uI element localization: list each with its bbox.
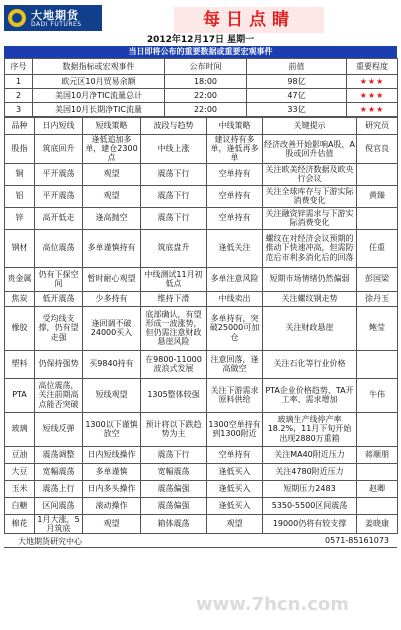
strategy-row <box>5 135 398 164</box>
medium-term-strategy: 逢低买入 <box>207 463 263 480</box>
analyst-name: 彭国梁 <box>357 267 398 291</box>
swing-trend: 中线上涨 <box>141 135 207 164</box>
key-tip: 19000仍将有较支撑 <box>263 514 357 533</box>
key-tip: 短期压力2483 <box>263 480 357 497</box>
short-term-strategy: 滚动操作 <box>83 497 141 514</box>
medium-term-strategy: 逢低关注 <box>207 229 263 267</box>
analyst-name <box>357 497 398 514</box>
strategy-header-cell: 品种 <box>5 118 35 135</box>
strategy-header-cell: 研究员 <box>357 118 398 135</box>
footer-phone: 0571-85161073 <box>325 535 389 545</box>
medium-term-strategy: 空单持有 <box>207 163 263 185</box>
event-number: 1 <box>5 75 33 89</box>
strategy-row <box>5 163 398 185</box>
intraday-view: 仍有下探空间 <box>35 267 83 291</box>
medium-term-strategy: 建议持有多单，逢低再多单 <box>207 135 263 164</box>
key-tip: 关注融资锌需求与下游实际消费变化 <box>263 207 357 229</box>
medium-term-strategy: 逢低买入 <box>207 480 263 497</box>
event-number: 3 <box>5 103 33 117</box>
strategy-row <box>5 185 398 207</box>
strategy-header-cell: 波段与趋势 <box>141 118 207 135</box>
strategy-header-row <box>5 118 398 135</box>
swing-trend: 预计将以下跌趋势为主 <box>141 412 207 446</box>
variety-name: PTA <box>5 378 35 412</box>
variety-name: 钢材 <box>5 229 35 267</box>
short-term-strategy: 观望 <box>83 163 141 185</box>
analyst-name <box>357 412 398 446</box>
analyst-name: 任重 <box>357 229 398 267</box>
intraday-view: 筑底回升 <box>35 135 83 164</box>
analyst-name <box>357 350 398 378</box>
events-header-cell: 数据指标或宏观事件 <box>33 59 165 75</box>
event-time: 18:00 <box>165 75 247 89</box>
swing-trend: 在9800-11000波浪式发展 <box>141 350 207 378</box>
logo-name: 大地期货 <box>31 9 79 22</box>
short-term-strategy: 逢低追加多单，建仓2300点 <box>83 135 141 164</box>
strategy-row <box>5 446 398 463</box>
event-name: 美国10月净TIC流量总计 <box>33 89 165 103</box>
strategy-row <box>5 497 398 514</box>
variety-name: 锌 <box>5 207 35 229</box>
intraday-view: 区间震荡 <box>35 497 83 514</box>
swing-trend: 筑底盘升 <box>141 229 207 267</box>
analyst-name <box>357 163 398 185</box>
importance-stars: ★★★ <box>347 89 398 103</box>
strategy-header-cell: 短线策略 <box>83 118 141 135</box>
strategy-row <box>5 514 398 533</box>
events-table <box>4 58 398 117</box>
strategy-row <box>5 412 398 446</box>
short-term-strategy: 暂时耐心观望 <box>83 267 141 291</box>
key-tip: PTA企业价格趋势、TA开工率、需求增加 <box>263 378 357 412</box>
medium-term-strategy: 中线卖出 <box>207 291 263 306</box>
logo-mark-icon <box>8 9 26 27</box>
variety-name: 股指 <box>5 135 35 164</box>
strategy-header-cell: 日内短线 <box>35 118 83 135</box>
key-tip: 关注欧美经济数据及欧央行会议 <box>263 163 357 185</box>
medium-term-strategy: 多单持有，突破25000可加仓 <box>207 306 263 350</box>
key-tip: 5350-5500区间震荡 <box>263 497 357 514</box>
strategy-header-cell: 中线策略 <box>207 118 263 135</box>
swing-trend: 箱体震荡 <box>141 514 207 533</box>
key-tip: 关注全球库存与下游实际消费变化 <box>263 185 357 207</box>
swing-trend: 中线测试11月初低点 <box>141 267 207 291</box>
report-header <box>4 4 397 34</box>
short-term-strategy: 短线观望 <box>83 378 141 412</box>
strategy-row <box>5 207 398 229</box>
intraday-view: 震荡调整 <box>35 446 83 463</box>
medium-term-strategy: 空单持有 <box>207 207 263 229</box>
event-name: 欧元区10月贸易余额 <box>33 75 165 89</box>
report-title: 每日点睛 <box>174 7 324 33</box>
swing-trend: 维持下滑 <box>141 291 207 306</box>
event-number: 2 <box>5 89 33 103</box>
intraday-view: 短线反弹 <box>35 412 83 446</box>
event-row <box>5 103 398 117</box>
strategy-row <box>5 480 398 497</box>
variety-name: 白糖 <box>5 497 35 514</box>
short-term-strategy: 1300以下谨慎放空 <box>83 412 141 446</box>
swing-trend: 震荡偏强 <box>141 497 207 514</box>
variety-name: 橡胶 <box>5 306 35 350</box>
analyst-name: 姜晓康 <box>357 514 398 533</box>
short-term-strategy: 买9840持有 <box>83 350 141 378</box>
short-term-strategy: 日内短线操作 <box>83 446 141 463</box>
key-tip: 经济改善开始影响A股，A股或回升估值 <box>263 135 357 164</box>
key-tip: 关注螺纹钢走势 <box>263 291 357 306</box>
strategy-row <box>5 378 398 412</box>
variety-name: 玉米 <box>5 480 35 497</box>
strategy-row <box>5 267 398 291</box>
importance-stars: ★★★ <box>347 103 398 117</box>
intraday-view: 仍保持强势 <box>35 350 83 378</box>
event-previous-value: 47亿 <box>247 89 347 103</box>
intraday-view: 低开震荡 <box>35 291 83 306</box>
key-tip: 短期市场情绪仍然偏弱 <box>263 267 357 291</box>
swing-trend: 震荡偏强 <box>141 480 207 497</box>
events-header-cell: 前值 <box>247 59 347 75</box>
medium-term-strategy: 多单注意风险 <box>207 267 263 291</box>
event-row <box>5 75 398 89</box>
event-time: 22:00 <box>165 89 247 103</box>
event-previous-value: 98亿 <box>247 75 347 89</box>
variety-name: 铝 <box>5 185 35 207</box>
medium-term-strategy: 空单持有 <box>207 446 263 463</box>
analyst-name: 徐丹玉 <box>357 291 398 306</box>
swing-trend: 宽幅震荡 <box>141 463 207 480</box>
medium-term-strategy: 观望 <box>207 514 263 533</box>
event-name: 美国10月长期净TIC流量 <box>33 103 165 117</box>
logo-english-name: DADI FUTURES <box>31 21 82 28</box>
intraday-view: 平开震荡 <box>35 163 83 185</box>
intraday-view: 高开低走 <box>35 207 83 229</box>
key-tip: 关注4780附近压力 <box>263 463 357 480</box>
variety-name: 贵金属 <box>5 267 35 291</box>
analyst-name: 赵卿 <box>357 480 398 497</box>
intraday-view: 平开震荡 <box>35 185 83 207</box>
strategy-row <box>5 306 398 350</box>
medium-term-strategy: 注意回落，逢高做空 <box>207 350 263 378</box>
variety-name: 焦炭 <box>5 291 35 306</box>
variety-name: 豆油 <box>5 446 35 463</box>
analyst-name: 牛伟 <box>357 378 398 412</box>
short-term-strategy: 观望 <box>83 185 141 207</box>
key-tip: 关注财政悬崖 <box>263 306 357 350</box>
swing-trend: 震荡下行 <box>141 163 207 185</box>
short-term-strategy: 多单谨慎 <box>83 463 141 480</box>
intraday-view: 1月大涨，5月筑底 <box>35 514 83 533</box>
events-header-cell: 重要程度 <box>347 59 398 75</box>
intraday-view: 宽幅震荡 <box>35 463 83 480</box>
key-tip: 螺纹在对经济会议预期的推动下快速冲高，但需防范后市利多消化后的回落 <box>263 229 357 267</box>
strategy-row <box>5 463 398 480</box>
variety-name: 棉花 <box>5 514 35 533</box>
swing-trend: 1305整体较强 <box>141 378 207 412</box>
strategy-table <box>4 117 398 534</box>
variety-name: 大豆 <box>5 463 35 480</box>
intraday-view: 震荡上行 <box>35 480 83 497</box>
key-tip: 玻璃生产线停产率18.2%，11月下旬开始出现2880万重箱 <box>263 412 357 446</box>
medium-term-strategy: 关注下游需求原料供给 <box>207 378 263 412</box>
events-banner: 当日即将公布的重要数据或重要宏观事件 <box>4 46 397 58</box>
events-header-row <box>5 59 398 75</box>
daily-report-sheet <box>4 4 397 548</box>
report-date: 2012年12月17日 星期一 <box>146 35 255 45</box>
strategy-header-cell: 关键提示 <box>263 118 357 135</box>
strategy-row <box>5 291 398 306</box>
swing-trend: 震荡下行 <box>141 207 207 229</box>
variety-name: 铜 <box>5 163 35 185</box>
analyst-name <box>357 207 398 229</box>
company-logo <box>4 5 102 31</box>
analyst-name: 倪官良 <box>357 135 398 164</box>
short-term-strategy: 逢回调不破24000买入 <box>83 306 141 350</box>
report-footer <box>4 534 397 548</box>
events-header-cell: 序号 <box>5 59 33 75</box>
medium-term-strategy: 空单持有 <box>207 185 263 207</box>
strategy-row <box>5 350 398 378</box>
swing-trend: 震荡下行 <box>141 446 207 463</box>
variety-name: 塑料 <box>5 350 35 378</box>
swing-trend: 震荡下行 <box>141 185 207 207</box>
short-term-strategy: 多单谨慎持有 <box>83 229 141 267</box>
variety-name: 玻璃 <box>5 412 35 446</box>
analyst-name: 黄臻 <box>357 185 398 207</box>
short-term-strategy: 观望 <box>83 514 141 533</box>
event-time: 22:00 <box>165 103 247 117</box>
key-tip: 关注MA40附近压力 <box>263 446 357 463</box>
intraday-view: 高位震荡，关注前期高点能否突破 <box>35 378 83 412</box>
events-header-cell: 公布时间 <box>165 59 247 75</box>
strategy-row <box>5 229 398 267</box>
key-tip: 关注石化等行业价格 <box>263 350 357 378</box>
analyst-name: 蒋顺朋 <box>357 446 398 463</box>
event-row <box>5 89 398 103</box>
medium-term-strategy: 1300空单持有到1300附近 <box>207 412 263 446</box>
short-term-strategy: 少多持有 <box>83 291 141 306</box>
swing-trend: 底部确认，有望形成一波涨势，但仍需注意财政悬崖风险 <box>141 306 207 350</box>
intraday-view: 受均线支撑，仍有望走强 <box>35 306 83 350</box>
site-watermark: www.7hcn.com <box>196 594 350 615</box>
intraday-view: 高位震荡 <box>35 229 83 267</box>
analyst-name <box>357 463 398 480</box>
short-term-strategy: 逢高抛空 <box>83 207 141 229</box>
importance-stars: ★★★ <box>347 75 398 89</box>
strategy-body <box>5 135 398 534</box>
short-term-strategy: 日内多头操作 <box>83 480 141 497</box>
event-previous-value: 33亿 <box>247 103 347 117</box>
medium-term-strategy: 逢低买入 <box>207 497 263 514</box>
footer-org: 大地期货研究中心 <box>18 536 82 546</box>
analyst-name: 鲍莹 <box>357 306 398 350</box>
